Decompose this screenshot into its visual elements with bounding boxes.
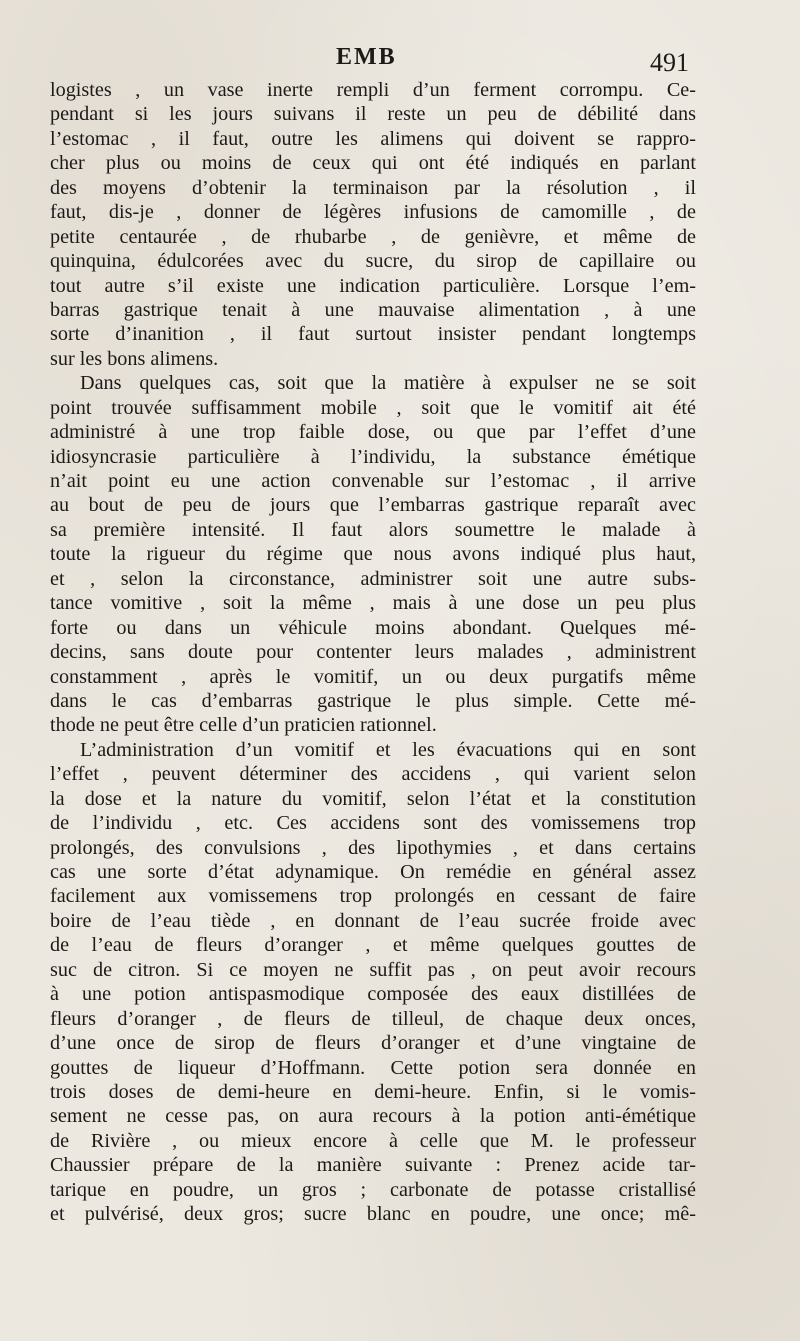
- text-line: pendant si les jours suivans il reste un peu de débilité dans: [50, 103, 696, 126]
- text-line: tance vomitive , soit la même , mais à une dose un peu plus: [50, 592, 696, 615]
- text-line: cas une sorte d’état adynamique. On remédie en général assez: [50, 861, 696, 883]
- text-line: de l’individu , etc. Ces accidens sont des vomissemens trop: [50, 812, 696, 835]
- text-line: point trouvée suffisamment mobile , soit que le vomitif ait été: [50, 396, 696, 419]
- text-line: gouttes de liqueur d’Hoffmann. Cette potion sera donnée en: [50, 1056, 696, 1079]
- text-line: sorte d’inanition , il faut surtout insister pendant longtemps: [50, 323, 696, 346]
- paragraph: [50, 738, 696, 1227]
- text-line: l’effet , peuvent déterminer des accidens , qui varient selon: [50, 763, 696, 786]
- paragraph: [50, 78, 696, 371]
- text-line: constamment , après le vomitif, un ou deux purgatifs même: [50, 665, 696, 688]
- text-line: quinquina, édulcorées avec du sucre, du sirop de capillaire ou: [50, 250, 696, 273]
- text-line: L’administration d’un vomitif et les évacuations qui en sont: [80, 738, 696, 761]
- text-line: toute la rigueur du régime que nous avons indiqué plus haut,: [50, 543, 696, 566]
- text-line: facilement aux vomissemens trop prolongés en cessant de faire: [50, 885, 696, 908]
- text-line: boire de l’eau tiède , en donnant de l’eau sucrée froide avec: [50, 909, 696, 932]
- text-line: petite centaurée , de rhubarbe , de genièvre, et même de: [50, 225, 696, 248]
- text-line: prolongés, des convulsions , des lipothymies , et dans certains: [50, 836, 696, 859]
- text-line: trois doses de demi-heure en demi-heure. Enfin, si le vomis-: [50, 1080, 696, 1103]
- paragraph: [50, 371, 696, 738]
- page-number: 491: [650, 48, 689, 77]
- text-line: à une potion antispasmodique composée des eaux distillées de: [50, 983, 696, 1006]
- text-line: tarique en poudre, un gros ; carbonate de potasse cristallisé: [50, 1178, 696, 1201]
- text-line: n’ait point eu une action convenable sur l’estomac , il arrive: [50, 470, 696, 492]
- text-line: d’une once de sirop de fleurs d’oranger et d’une vingtaine de: [50, 1032, 696, 1055]
- text-line: tout autre s’il existe une indication particulière. Lorsque l’em-: [50, 274, 696, 297]
- text-line: fleurs d’oranger , de fleurs de tilleul, de chaque deux onces,: [50, 1007, 696, 1030]
- text-line: sement ne cesse pas, on aura recours à la potion anti-émétique: [50, 1105, 696, 1128]
- text-line: au bout de peu de jours que l’embarras gastrique reparaît avec: [50, 494, 696, 517]
- text-line: dans le cas d’embarras gastrique le plus simple. Cette mé-: [50, 689, 696, 712]
- text-line: barras gastrique tenait à une mauvaise alimentation , à une: [50, 298, 696, 321]
- text-line: administré à une trop faible dose, ou que par l’effet d’une: [50, 421, 696, 444]
- running-head: EMB: [336, 44, 397, 70]
- text-line: idiosyncrasie particulière à l’individu, la substance émétique: [50, 445, 696, 468]
- text-line: de Rivière , ou mieux encore à celle que M. le professeur: [50, 1129, 696, 1152]
- text-line: la dose et la nature du vomitif, selon l’état et la constitution: [50, 787, 696, 810]
- text-line: forte ou dans un véhicule moins abondant. Quelques mé-: [50, 616, 696, 639]
- text-line: faut, dis-je , donner de légères infusions de camomille , de: [50, 201, 696, 224]
- text-line: et pulvérisé, deux gros; sucre blanc en poudre, une once; mê-: [50, 1203, 696, 1226]
- text-line: sur les bons alimens.: [50, 347, 219, 370]
- text-line: de l’eau de fleurs d’oranger , et même quelques gouttes de: [50, 934, 696, 957]
- text-line: suc de citron. Si ce moyen ne suffit pas , on peut avoir recours: [50, 958, 696, 981]
- text-line: sa première intensité. Il faut alors soumettre le malade à: [50, 518, 696, 541]
- text-line: Dans quelques cas, soit que la matière à expulser ne se soit: [80, 372, 696, 395]
- text-line: l’estomac , il faut, outre les alimens qui doivent se rappro-: [50, 127, 696, 150]
- text-line: logistes , un vase inerte rempli d’un ferment corrompu. Ce-: [50, 79, 696, 101]
- body-text: [50, 78, 696, 1227]
- text-line: cher plus ou moins de ceux qui ont été indiqués en parlant: [50, 152, 696, 175]
- text-line: Chaussier prépare de la manière suivante : Prenez acide tar-: [50, 1154, 696, 1177]
- page-header: [0, 42, 800, 82]
- text-line: thode ne peut être celle d’un praticien rationnel.: [50, 714, 437, 737]
- text-line: et , selon la circonstance, administrer soit une autre subs-: [50, 567, 696, 590]
- text-line: des moyens d’obtenir la terminaison par la résolution , il: [50, 176, 696, 199]
- text-line: decins, sans doute pour contenter leurs malades , administrent: [50, 641, 696, 664]
